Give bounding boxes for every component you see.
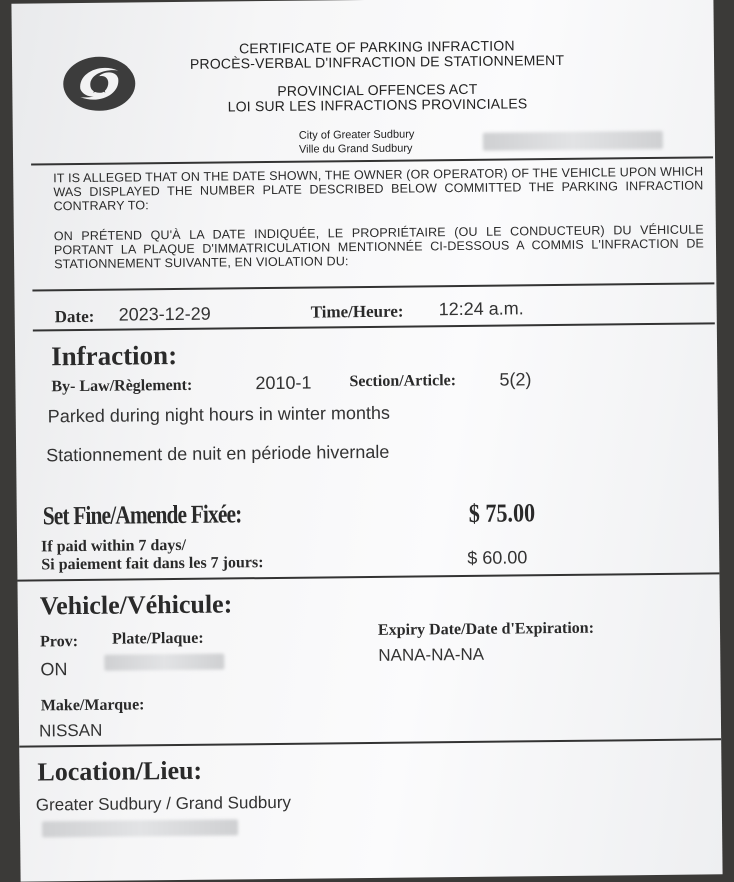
city-en: City of Greater Sudbury <box>298 128 415 142</box>
bylaw-label: By- Law/Règlement: <box>51 376 193 396</box>
expiry-label: Expiry Date/Date d'Expiration: <box>377 619 595 639</box>
plate-label: Plate/Plaque: <box>111 629 204 648</box>
prov-value: ON <box>40 659 68 680</box>
location-city: Greater Sudbury / Grand Sudbury <box>35 792 292 815</box>
redacted-plate-number <box>104 654 224 671</box>
city-logo-icon <box>60 52 139 115</box>
parking-ticket <box>11 0 722 882</box>
early-payment-en: If paid within 7 days/ <box>41 536 187 556</box>
infraction-desc-en: Parked during night hours in winter months <box>47 402 391 427</box>
allegation-en: IT IS ALLEGED THAT ON THE DATE SHOWN, THE OWNER (OR OPERATOR) OF THE VEHICLE UPON WHICH WAS DISPLAYED THE NUMBER PLATE DESCRIBED BELOW COMMITTED THE PARKING INFRACTION CONTRARY TO: <box>53 164 704 214</box>
redacted-ticket-number <box>483 131 663 151</box>
title-en: CERTIFICATE OF PARKING INFRACTION <box>238 37 515 57</box>
section-label: Section/Article: <box>349 372 457 391</box>
city-fr: Ville du Grand Sudbury <box>298 142 413 156</box>
set-fine-amount: $ 75.00 <box>468 498 536 528</box>
time-label: Time/Heure: <box>310 301 404 322</box>
location-heading: Location/Lieu: <box>37 755 203 787</box>
section-value: 5(2) <box>499 369 532 390</box>
make-label: Make/Marque: <box>40 696 145 715</box>
prov-label: Prov: <box>40 633 79 651</box>
time-value: 12:24 a.m. <box>438 298 524 320</box>
bylaw-value: 2010-1 <box>255 372 312 394</box>
infraction-desc-fr: Stationnement de nuit en période hivernale <box>46 441 390 466</box>
infraction-heading: Infraction: <box>50 339 178 372</box>
early-payment-amount: $ 60.00 <box>467 547 528 568</box>
set-fine-label: Set Fine/Amende Fixée: <box>42 499 242 531</box>
make-value: NISSAN <box>38 720 103 741</box>
expiry-value: NANA-NA-NA <box>378 644 485 665</box>
allegation-fr: ON PRÉTEND QU'À LA DATE INDIQUÉE, LE PROPRIÉTAIRE (OU LE CONDUCTEUR) DU VÉHICULE PORTANT LA PLAQUE D'IMMATRICULATION MENTIONNÉE CI-DESSOUS A COMMIS L'INFRACTION DE STATIONNEMENT SUIVANTE, EN VIOLATION DU: <box>53 222 705 272</box>
early-payment-fr: Si paiement fait dans les 7 jours: <box>41 554 264 574</box>
date-value: 2023-12-29 <box>118 303 211 325</box>
date-label: Date: <box>54 306 95 327</box>
title-fr: PROCÈS-VERBAL D'INFRACTION DE STATIONNEMENT <box>189 51 565 72</box>
vehicle-heading: Vehicle/Véhicule: <box>39 589 233 621</box>
act-en: PROVINCIAL OFFENCES ACT <box>277 80 478 99</box>
redacted-street-address <box>42 819 238 837</box>
act-fr: LOI SUR LES INFRACTIONS PROVINCIALES <box>227 95 528 115</box>
